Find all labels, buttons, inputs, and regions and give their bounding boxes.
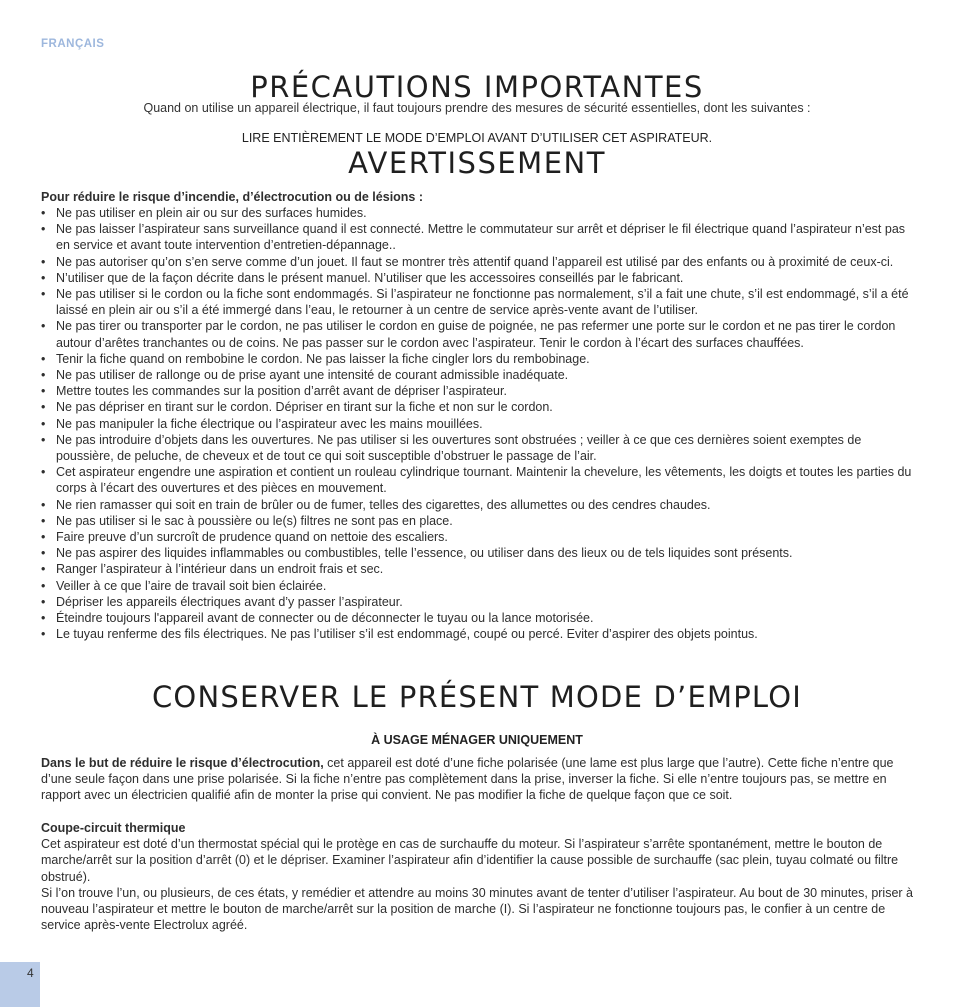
warning-item-text: Veiller à ce que l’aire de travail soit bien éclairée.	[56, 578, 327, 593]
precautions-intro: Quand on utilise un appareil électrique, il faut toujours prendre des mesures de sécurité essentielles, dont les suivantes :	[143, 101, 811, 115]
bullet-marker: •	[41, 254, 46, 269]
warning-item-text: Cet aspirateur engendre une aspiration et contient un rouleau cylindrique tournant. Maintenir la chevelure, les vêtements, les doigts et toutes les parties du corps à l’écart des ouvertures et des pièces en mouvement.	[56, 465, 912, 496]
bullet-marker: •	[41, 611, 46, 626]
warning-item-text: Ne pas aspirer des liquides inflammables ou combustibles, telle l’essence, ou utiliser dans des lieux ou de tels liquides sont présents.	[56, 546, 793, 561]
precautions-title: PRÉCAUTIONS IMPORTANTES	[250, 70, 704, 104]
bullet-marker: •	[41, 513, 46, 528]
warning-item	[41, 205, 914, 221]
warning-item-text: Éteindre toujours l'appareil avant de connecter ou de déconnecter le tuyau ou la lance motorisée.	[56, 611, 594, 626]
warning-list	[41, 205, 914, 642]
warning-item	[41, 351, 914, 367]
polarized-lead: Dans le but de réduire le risque d’électrocution,	[41, 756, 324, 770]
thermal-paragraph	[41, 820, 914, 885]
warning-item	[41, 626, 914, 642]
warning-item	[41, 416, 914, 432]
warning-item	[41, 318, 914, 350]
warning-lead: Pour réduire le risque d’incendie, d’électrocution ou de lésions :	[41, 190, 424, 204]
page-number-tab	[0, 962, 40, 1007]
bullet-marker: •	[41, 416, 46, 431]
warning-item-text: Ne pas utiliser de rallonge ou de prise ayant une intensité de courant admissible inadéquate.	[56, 368, 569, 383]
warning-item	[41, 545, 914, 561]
bullet-marker: •	[41, 546, 46, 561]
bullet-marker: •	[41, 432, 46, 447]
warning-item	[41, 610, 914, 626]
warning-item	[41, 399, 914, 415]
warning-item-text: Ne pas laisser l’aspirateur sans surveillance quand il est connecté. Mettre le commutateur sur arrêt et dépriser le fil électrique quand l’aspirateur n’est pas en service et avant toute intervention d’entretien-dépannage..	[56, 222, 906, 253]
conserve-title: CONSERVER LE PRÉSENT MODE D’EMPLOI	[151, 680, 802, 714]
bullet-marker: •	[41, 497, 46, 512]
warning-item-text: Ne pas manipuler la fiche électrique ou l’aspirateur avec les mains mouillées.	[56, 416, 483, 431]
read-notice: LIRE ENTIÈREMENT LE MODE D’EMPLOI AVANT D’UTILISER CET ASPIRATEUR.	[241, 131, 713, 145]
bullet-marker: •	[41, 594, 46, 609]
warning-item-text: Faire preuve d’un surcroît de prudence quand on nettoie des escaliers.	[56, 530, 448, 545]
bullet-marker: •	[41, 222, 46, 237]
warning-item-text: Le tuyau renferme des fils électriques. Ne pas l’utiliser s’il est endommagé, coupé ou percé. Eviter d’aspirer des objets pointus.	[56, 627, 758, 642]
page-number: 4	[27, 966, 34, 980]
warning-item-text: Ranger l’aspirateur à l’intérieur dans un endroit frais et sec.	[56, 562, 384, 577]
warning-item-text: Ne pas tirer ou transporter par le cordon, ne pas utiliser le cordon en guise de poignée, ne pas refermer une porte sur le cordon et ne pas tirer le cordon autour d’arêtes tranchantes ou de coins. Ne pas passer sur le cordon avec l’aspirateur. Tenir le cordon à l’écart des surfaces chauffées.	[56, 319, 896, 350]
warning-item-text: Ne pas utiliser si le sac à poussière ou le(s) filtres ne sont pas en place.	[56, 513, 453, 528]
warning-item-text: Ne pas autoriser qu’on s’en serve comme d’un jouet. Il faut se montrer très attentif quand l’appareil est utilisé par des enfants ou à proximité de ceux-ci.	[56, 254, 894, 269]
bullet-marker: •	[41, 368, 46, 383]
warning-item	[41, 221, 914, 253]
warning-item	[41, 513, 914, 529]
warning-item-text: Dépriser les appareils électriques avant d’y passer l’aspirateur.	[56, 594, 403, 609]
usage-notice: À USAGE MÉNAGER UNIQUEMENT	[371, 733, 583, 747]
bullet-marker: •	[41, 562, 46, 577]
bullet-marker: •	[41, 384, 46, 399]
warning-item-text: Ne pas utiliser si le cordon ou la fiche sont endommagés. Si l’aspirateur ne fonctionne pas normalement, s’il a fait une chute, s’il est endommagé, s’il a été laissé en plein air ou s’il a été immergé dans l’eau, le retourner à un centre de service après-vente avant de l’utiliser.	[56, 287, 909, 318]
bullet-marker: •	[41, 465, 46, 480]
warning-item	[41, 594, 914, 610]
polarized-text: cet appareil est doté d’une fiche polarisée (une lame est plus large que l’autre). Cette fiche n’entre que d’une seule façon dans une prise polarisée. Si la fiche n’entre pas complètement dans la prise, inverser la fiche. Si elle n’entre toujours pas, se mettre en rapport avec un électricien qualifié afin de monter la prise qui convient. Ne pas modifier la fiche de quelque façon que ce soit.	[41, 756, 894, 803]
warning-item	[41, 254, 914, 270]
warning-item	[41, 432, 914, 464]
warning-item	[41, 270, 914, 286]
bullet-marker: •	[41, 319, 46, 334]
warning-item-text: Ne pas introduire d’objets dans les ouvertures. Ne pas utiliser si les ouvertures sont obstruées ; veiller à ce que ces dernières soient exemptes de poussière, de peluche, de cheveux et de tout ce qui soit susceptible d’obstruer le passage de l’air.	[56, 432, 862, 464]
warning-item	[41, 286, 914, 318]
warning-item	[41, 464, 914, 496]
thermal-paragraph-2: Si l’on trouve l’un, ou plusieurs, de ces états, y remédier et attendre au moins 30 minutes avant de tenter d’utiliser l’aspirateur. Au bout de 30 minutes, priser à nouveau l’aspirateur et mettre le bouton de marche/arrêt sur la position de marche (I). Si l’aspirateur ne fonctionne toujours pas, le confier à un centre de service après-vente Electrolux agréé.	[41, 886, 914, 933]
warning-item	[41, 561, 914, 577]
bullet-marker: •	[41, 206, 46, 220]
language-label: FRANÇAIS	[41, 38, 105, 50]
warning-item	[41, 529, 914, 545]
bullet-marker: •	[41, 287, 46, 302]
bullet-marker: •	[41, 400, 46, 415]
warning-item	[41, 383, 914, 399]
bullet-marker: •	[41, 270, 46, 285]
bullet-marker: •	[41, 578, 46, 593]
bullet-marker: •	[41, 627, 46, 642]
warning-item-text: N’utiliser que de la façon décrite dans le présent manuel. N’utiliser que les accessoires conseillés par le fabricant.	[56, 270, 684, 285]
warning-item-text: Ne pas utiliser en plein air ou sur des surfaces humides.	[56, 206, 367, 220]
warning-item-text: Mettre toutes les commandes sur la position d’arrêt avant de dépriser l’aspirateur.	[56, 384, 507, 399]
warning-item	[41, 367, 914, 383]
warning-item-text: Tenir la fiche quand on rembobine le cordon. Ne pas laisser la fiche cingler lors du rembobinage.	[56, 351, 590, 366]
warning-item	[41, 578, 914, 594]
polarized-paragraph	[41, 755, 914, 804]
bullet-marker: •	[41, 351, 46, 366]
warning-item-text: Ne rien ramasser qui soit en train de brûler ou de fumer, telles des cigarettes, des allumettes ou des cendres chaudes.	[56, 497, 711, 512]
thermal-text: Cet aspirateur est doté d’un thermostat spécial qui le protège en cas de surchauffe du moteur. Si l’aspirateur s’arrête spontanément, mettre le bouton de marche/arrêt sur la position d’arrêt (0) et le dépriser. Examiner l’aspirateur afin d’identifier la cause possible de surchauffe (sac plein, tuyau colmaté ou filtre obstrué).	[41, 837, 899, 884]
warning-title: AVERTISSEMENT	[348, 146, 606, 180]
thermal-title: Coupe-circuit thermique	[41, 821, 186, 835]
warning-item	[41, 497, 914, 513]
warning-item-text: Ne pas dépriser en tirant sur le cordon. Dépriser en tirant sur la fiche et non sur le cordon.	[56, 400, 553, 415]
bullet-marker: •	[41, 530, 46, 545]
